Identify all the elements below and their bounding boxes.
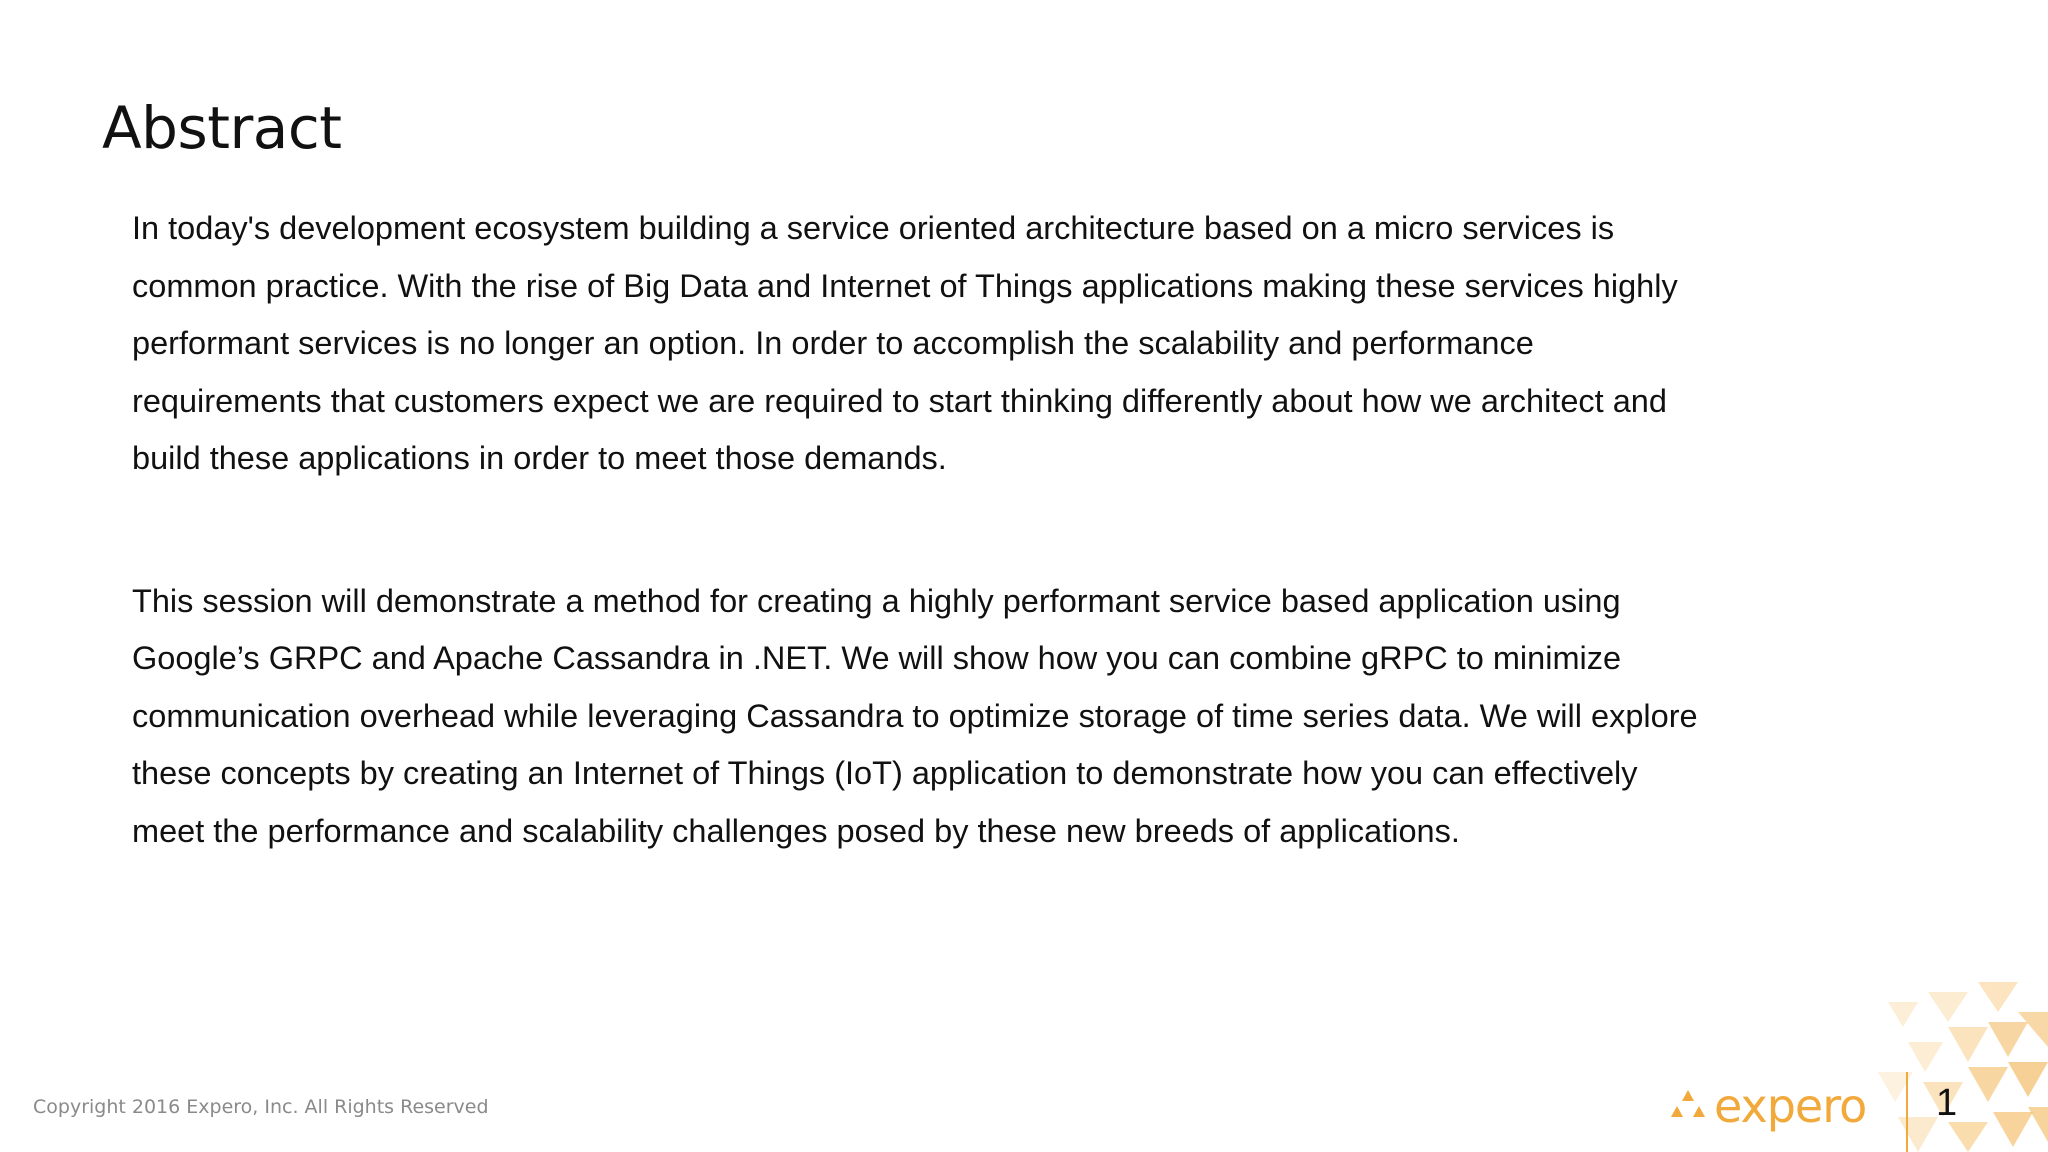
- paragraph-line: common practice. With the rise of Big Data and Internet of Things applications making these services highly: [132, 267, 1678, 304]
- abstract-paragraph: [132, 200, 1832, 488]
- paragraph-line: performant services is no longer an option. In order to accomplish the scalability and performance: [132, 325, 1534, 361]
- slide-body: [132, 200, 1832, 860]
- paragraph-line: build these applications in order to meet those demands.: [132, 440, 947, 476]
- decorative-triangle-pattern: [1868, 972, 2048, 1152]
- expero-logo-text: expero: [1714, 1079, 1867, 1133]
- paragraph-line: requirements that customers expect we are required to start thinking differently about how we architect and: [132, 382, 1667, 419]
- paragraph-line: In today's development ecosystem building a service oriented architecture based on a micro services is: [132, 210, 1615, 246]
- paragraph-line: Google’s GRPC and Apache Cassandra in .NET. We will show how you can combine gRPC to minimize: [132, 640, 1622, 676]
- slide-title: Abstract: [102, 94, 342, 162]
- page-number: 1: [1936, 1082, 1958, 1124]
- paragraph-line: This session will demonstrate a method for creating a highly performant service based application using: [132, 582, 1621, 619]
- expero-logo-mark-icon: [1668, 1086, 1708, 1126]
- copyright-notice: Copyright 2016 Expero, Inc. All Rights Reserved: [33, 1096, 489, 1118]
- paragraph-line: meet the performance and scalability challenges posed by these new breeds of applications.: [132, 812, 1460, 849]
- footer-divider: [1906, 1072, 1908, 1152]
- paragraph-line: communication overhead while leveraging Cassandra to optimize storage of time series data. We will explore: [132, 697, 1698, 734]
- expero-logo: [1668, 1078, 1866, 1134]
- abstract-paragraph: [132, 573, 1832, 861]
- paragraph-line: these concepts by creating an Internet of Things (IoT) application to demonstrate how you can effectively: [132, 755, 1638, 791]
